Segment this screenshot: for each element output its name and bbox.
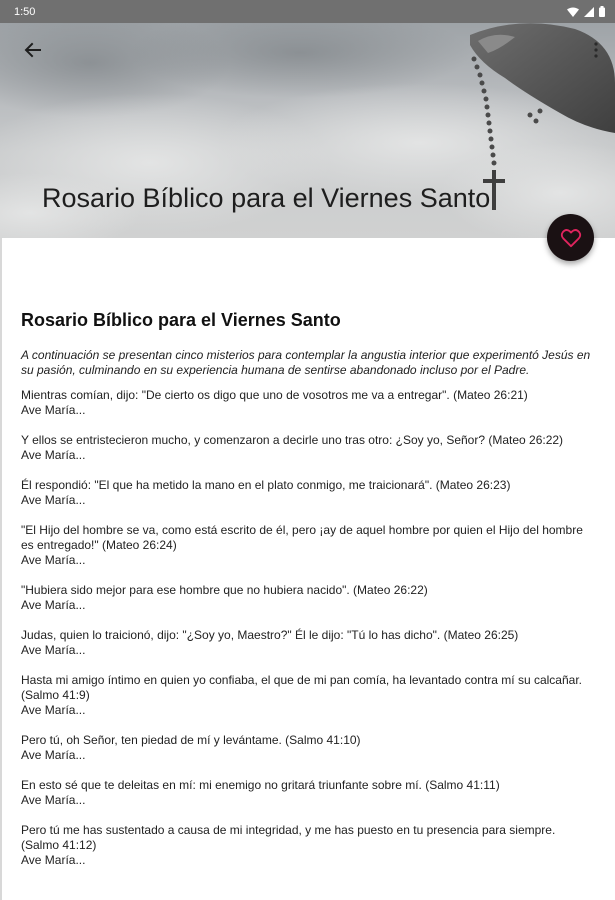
verse-list bbox=[21, 388, 593, 868]
status-time: 1:50 bbox=[14, 5, 36, 18]
verse-item bbox=[21, 628, 593, 658]
favorite-button[interactable] bbox=[547, 214, 594, 261]
verse-text: Él respondió: "El que ha metido la mano en el plato conmigo, me traicionará". (Mateo 26:23) bbox=[21, 478, 511, 492]
heart-outline-icon bbox=[560, 228, 582, 248]
verse-text: Hasta mi amigo íntimo en quien yo confiaba, el que de mi pan comía, ha levantado contra mí su calcañar. (Salmo 41:9) bbox=[21, 673, 582, 702]
more-vert-icon bbox=[594, 42, 598, 58]
verse-text: Judas, quien lo traicionó, dijo: "¿Soy yo, Maestro?" Él le dijo: "Tú lo has dicho". (Mateo 26:25) bbox=[21, 628, 519, 642]
verse-response: Ave María... bbox=[21, 403, 86, 417]
verse-response: Ave María... bbox=[21, 553, 86, 567]
verse-response: Ave María... bbox=[21, 493, 86, 507]
verse-text: Pero tú, oh Señor, ten piedad de mí y levántame. (Salmo 41:10) bbox=[21, 733, 361, 747]
article bbox=[21, 310, 593, 883]
verse-text: En esto sé que te deleitas en mí: mi enemigo no gritará triunfante sobre mí. (Salmo 41:11) bbox=[21, 778, 500, 792]
verse-response: Ave María... bbox=[21, 448, 86, 462]
verse-item bbox=[21, 433, 593, 463]
back-button[interactable] bbox=[15, 32, 51, 68]
verse-text: Y ellos se entristecieron mucho, y comenzaron a decirle uno tras otro: ¿Soy yo, Señor? (Mateo 26:22) bbox=[21, 433, 564, 447]
verse-response: Ave María... bbox=[21, 598, 86, 612]
verse-item bbox=[21, 583, 593, 613]
verse-item bbox=[21, 388, 593, 418]
article-title: Rosario Bíblico para el Viernes Santo bbox=[21, 310, 341, 330]
verse-text: "El Hijo del hombre se va, como está escrito de él, pero ¡ay de aquel hombre por quien el Hijo del hombre es entregado!" (Mateo 26:24) bbox=[21, 523, 583, 552]
verse-response: Ave María... bbox=[21, 703, 86, 717]
signal-icon bbox=[584, 7, 594, 17]
verse-item bbox=[21, 778, 593, 808]
battery-icon bbox=[599, 6, 605, 17]
article-intro: A continuación se presentan cinco misterios para contemplar la angustia interior que experimentó Jesús en su pasión, culminando en su experiencia humana de sentirse abandonado incluso por el Padre. bbox=[21, 348, 591, 377]
verse-text: "Hubiera sido mejor para ese hombre que no hubiera nacido". (Mateo 26:22) bbox=[21, 583, 428, 597]
content-edge bbox=[0, 238, 2, 900]
verse-response: Ave María... bbox=[21, 643, 86, 657]
verse-response: Ave María... bbox=[21, 748, 86, 762]
verse-response: Ave María... bbox=[21, 853, 86, 867]
verse-item bbox=[21, 823, 593, 868]
verse-text: Mientras comían, dijo: "De cierto os digo que uno de vosotros me va a entregar". (Mateo 26:21) bbox=[21, 388, 528, 402]
wifi-icon bbox=[567, 7, 579, 17]
status-icons bbox=[567, 6, 605, 17]
header-title: Rosario Bíblico para el Viernes Santo bbox=[42, 183, 491, 213]
overflow-menu-button[interactable] bbox=[578, 32, 614, 68]
verse-item bbox=[21, 478, 593, 508]
verse-item bbox=[21, 523, 593, 568]
verse-text: Pero tú me has sustentado a causa de mi integridad, y me has puesto en tu presencia para siempre. (Salmo 41:12) bbox=[21, 823, 556, 852]
verse-response: Ave María... bbox=[21, 793, 86, 807]
article-content bbox=[0, 238, 615, 900]
verse-item bbox=[21, 733, 593, 763]
verse-item bbox=[21, 673, 593, 718]
header-image bbox=[0, 23, 615, 238]
arrow-back-icon bbox=[24, 41, 42, 59]
status-bar bbox=[0, 0, 615, 23]
